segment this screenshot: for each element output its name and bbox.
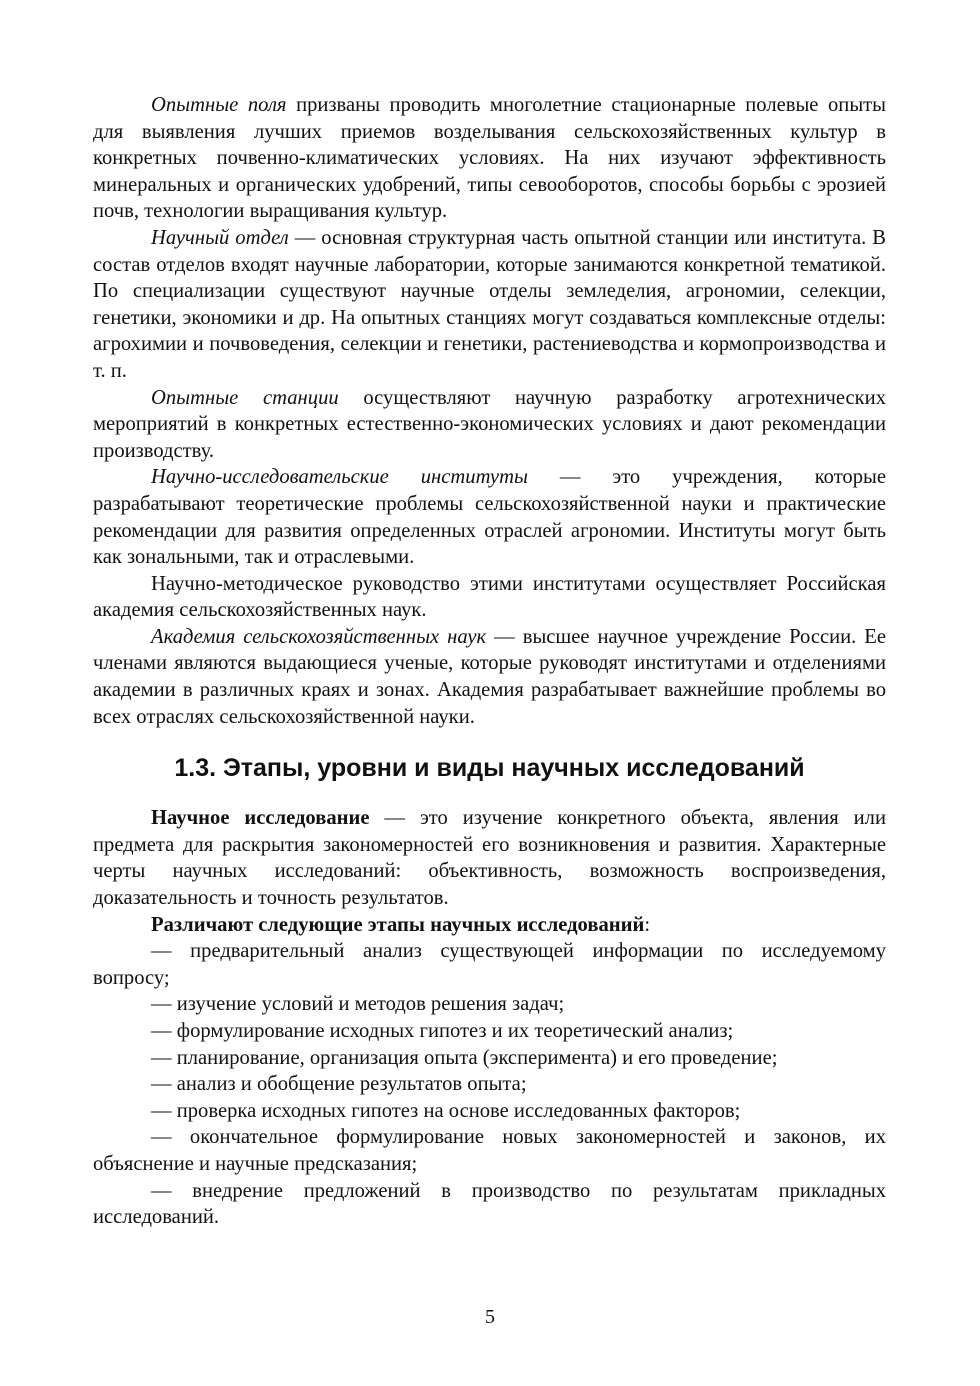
term-research-institutes: Научно-исследовательские институты (151, 466, 528, 489)
stages-heading-text: Различают следующие этапы научных исследований (151, 913, 645, 936)
list-item: — формулирование исходных гипотез и их теоретический анализ; (151, 1020, 734, 1042)
paragraph-scientific-department (93, 225, 886, 385)
paragraph-methodical-guidance: Научно-методическое руководство этими институтами осуществляет Российская академия сельскохозяйственных наук. (93, 572, 886, 622)
list-item: — изучение условий и методов решения задач; (151, 993, 565, 1016)
page-number: 5 (485, 1306, 495, 1328)
list-item: — анализ и обобщение результатов опыта; (151, 1073, 527, 1096)
term-scientific-department: Научный отдел (151, 226, 289, 249)
list-item: — предварительный анализ существующей информации по исследуемому вопросу; (93, 940, 886, 989)
list-item: — внедрение предложений в производство по результатам прикладных исследований. (93, 1179, 886, 1229)
paragraph-text: — это изучение конкретного объекта, явления или предмета для раскрытия закономерностей его возникновения и развития. Характерные черты научных исследований: объективность, возможность воспроизведения, доказательность и точность результатов. (93, 807, 886, 910)
document-page (93, 92, 886, 1231)
list-item: — проверка исходных гипотез на основе исследованных факторов; (151, 1099, 741, 1122)
section-heading: 1.3. Этапы, уровни и виды научных исследований (174, 754, 805, 783)
stages-heading (93, 912, 886, 939)
term-academy: Академия сельскохозяйственных наук (151, 625, 487, 648)
list-item: — планирование, организация опыта (эксперимента) и его проведение; (151, 1046, 778, 1069)
paragraph-text: — высшее научное учреждение России. Ее членами являются выдающиеся ученые, которые руководят институтами и отделениями академии в различных краях и зонах. Академия разрабатывает важнейшие проблемы во всех отраслях сельскохозяйственной науки. (93, 625, 886, 728)
list-item: — окончательное формулирование новых закономерностей и законов, их объяснение и научные предсказания; (93, 1126, 886, 1175)
paragraph-academy (93, 624, 886, 730)
paragraph-text: осуществляют научную разработку агротехнических мероприятий в конкретных естественно-экономических условиях и дают рекомендации производству. (93, 386, 887, 462)
paragraph-experimental-stations (93, 385, 886, 465)
paragraph-text: — основная структурная часть опытной станции или института. В состав отделов входят научные лаборатории, которые занимаются конкретной тематикой. По специализации существуют научные отделы земледелия, агрономии, селекции, генетики, экономики и др. На опытных станциях могут создаваться комплексные отделы: агрохимии и почвоведения, селекции и генетики, растениеводства и кормопроизводства и т. п. (93, 226, 886, 382)
paragraph-research-institutes (93, 464, 886, 570)
term-scientific-research: Научное исследование (151, 807, 370, 830)
term-experimental-stations: Опытные станции (151, 386, 339, 409)
paragraph-text: — это учреждения, которые разрабатывают теоретические проблемы сельскохозяйственной науки и практические рекомендации для развития определенных отраслей агрономии. Институты могут быть как зональными, так и отраслевыми. (93, 466, 887, 569)
paragraph-scientific-research-definition (93, 805, 886, 911)
stages-heading-colon: : (644, 913, 651, 936)
paragraph-experimental-fields (93, 92, 886, 225)
term-experimental-fields: Опытные поля (151, 94, 287, 116)
paragraph-text: призваны проводить многолетние стационарные полевые опыты для выявления лучших приемов возделывания сельскохозяйственных культур в конкретных почвенно-климатических условиях. На них изучают эффективность минеральных и органических удобрений, типы севооборотов, способы борьбы с эрозией почв, технологии выращивания культур. (93, 94, 886, 223)
